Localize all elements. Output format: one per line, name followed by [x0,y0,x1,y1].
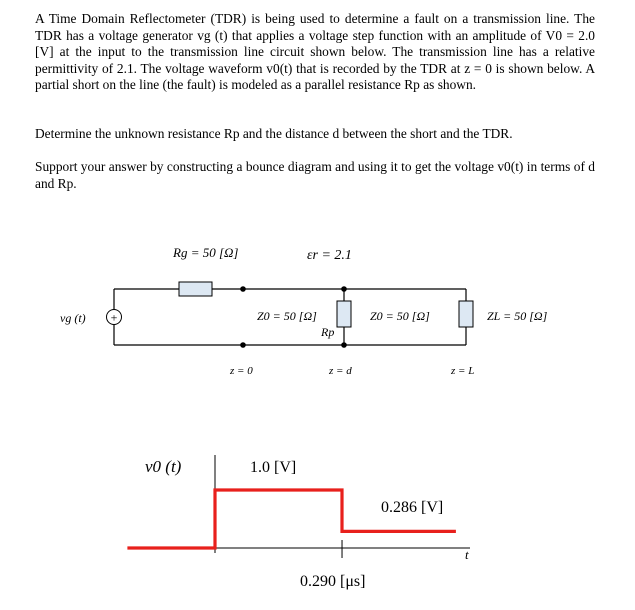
z0-right-label: Z0 = 50 [Ω] [370,309,430,323]
source-label: vg (t) [60,311,86,325]
rg-label: Rg = 50 [Ω] [173,245,239,260]
rp-resistor [337,301,351,327]
node-z0-top [240,286,246,292]
node-zd-bottom [341,342,347,348]
rp-label: Rp [321,325,335,339]
problem-paragraph-3: Support your answer by constructing a bounce diagram and using it to get the voltage v0(t) in terms of d and Rp. [35,159,595,191]
zl-label: ZL = 50 [Ω] [487,309,548,323]
problem-paragraph-1: A Time Domain Reflectometer (TDR) is being used to determine a fault on a transmission line. The TDR has a voltage generator vg (t) that applies a voltage step function with an amplitude of V0 = 2.0 [V] at the input to the transmission line circuit shown below. The transmission line has a relative permittivity of 2.1. The voltage waveform v0(t) that is recorded by the TDR at z = 0 is shown below. A partial short on the line (the fault) is modeled as a parallel resistance Rp as shown. [35,11,595,93]
er-label: εr = 2.1 [307,248,352,263]
step-time-label: 0.290 [μs] [300,573,366,590]
node-z0-bottom [240,342,246,348]
position-zd: z = d [329,365,352,377]
problem-paragraph-2: Determine the unknown resistance Rp and the distance d between the short and the TDR. [35,126,513,141]
level-low-label: 0.286 [V] [381,499,444,516]
x-axis-label: t [465,547,469,562]
chart-title: v0 (t) [145,457,182,476]
level-high-label: 1.0 [V] [250,459,297,476]
z0-left-label: Z0 = 50 [Ω] [257,309,317,323]
position-z0: z = 0 [230,365,253,377]
source-sign: + [110,310,118,325]
rg-resistor [179,282,212,296]
node-zd-top [341,286,347,292]
position-zl: z = L [451,365,475,377]
zl-resistor [459,301,473,327]
